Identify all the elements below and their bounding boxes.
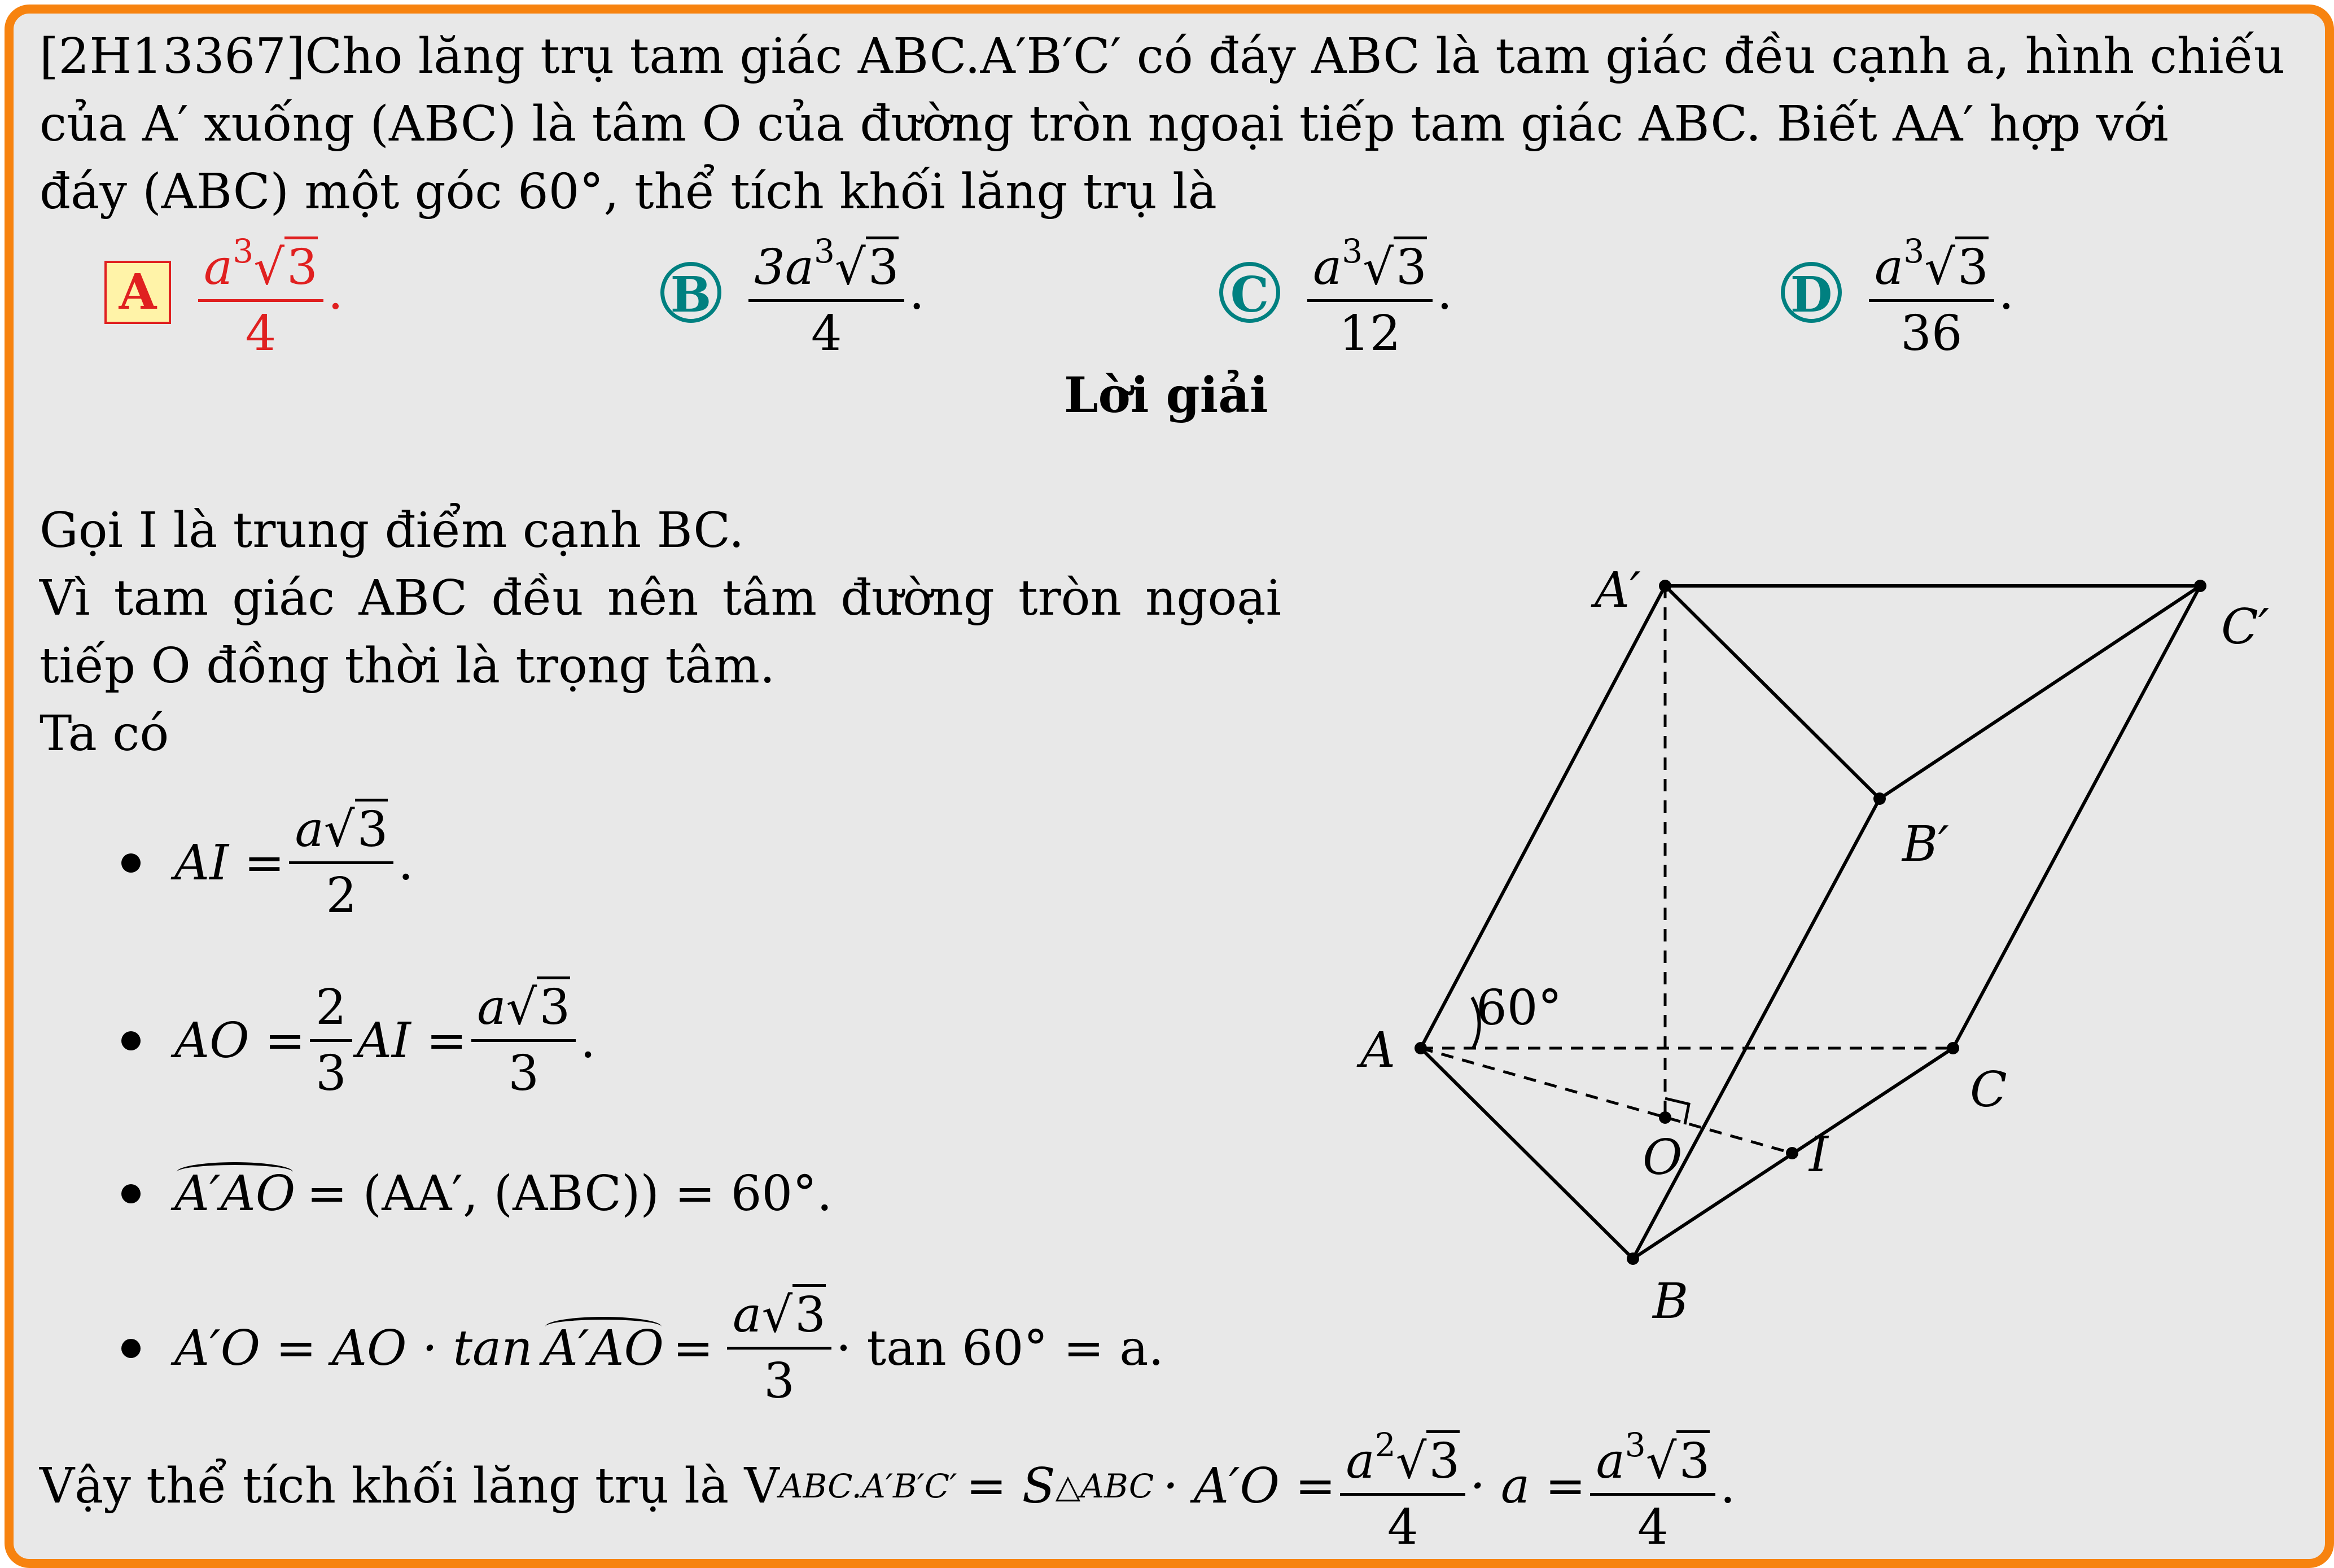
- label-angle: 60°: [1476, 980, 1562, 1036]
- choice-a[interactable]: A $\frac{a^3√3}{4}$ .: [104, 223, 343, 362]
- problem-line-3: đáy (ABC) một góc 60°, thể tích khối lăng trụ là: [40, 164, 1217, 220]
- solution-p2b: tiếp O đồng thời là trọng tâm.: [40, 638, 776, 694]
- bullet-ao: AO = $\frac{2}{3}$ AI = $\frac{a√3}{3}$ .: [121, 979, 595, 1102]
- choice-a-exp: 3: [233, 232, 254, 270]
- problem-code: [2H13367]: [40, 28, 305, 85]
- choice-b-rad: 3: [866, 236, 899, 296]
- b3-angle: A′AO: [174, 1166, 296, 1222]
- bullet-dot: [121, 1339, 141, 1358]
- choice-d-num: a: [1875, 239, 1904, 296]
- conclusion-sub2: △ABC: [1055, 1467, 1154, 1505]
- label-b1: B′: [1902, 816, 1949, 873]
- b2-fden: 3: [316, 1045, 347, 1102]
- bullet-dot: [121, 1031, 141, 1050]
- bullet-angle: [121, 1166, 832, 1222]
- choice-b-den: 4: [811, 305, 842, 362]
- choice-c-den: 12: [1339, 305, 1401, 362]
- choice-c-exp: 3: [1342, 232, 1363, 270]
- label-a1: A′: [1595, 562, 1641, 619]
- choice-c-label: C: [1219, 262, 1280, 323]
- conclusion-f2-den: 4: [1637, 1499, 1669, 1556]
- choice-a-label: A: [104, 261, 171, 324]
- label-c1: C′: [2221, 599, 2270, 655]
- b2-num: a: [477, 979, 506, 1036]
- choice-c-num: a: [1313, 239, 1342, 296]
- conclusion-f1-exp: 2: [1374, 1426, 1396, 1464]
- choice-b-label: B: [660, 262, 721, 323]
- label-a: A: [1360, 1022, 1396, 1079]
- label-c: C: [1970, 1062, 2007, 1118]
- b4-angle: A′AO: [542, 1320, 664, 1377]
- b4-lhs: A′O = AO · tan: [174, 1320, 533, 1377]
- bullet-dot: [121, 1184, 141, 1203]
- label-i: I: [1809, 1127, 1828, 1183]
- b2-fnum: 2: [310, 979, 352, 1042]
- solution-p1: Gọi I là trung điểm cạnh BC.: [40, 502, 745, 559]
- bullet-dot: [121, 853, 141, 873]
- conclusion-mid2: · A′O =: [1163, 1458, 1336, 1514]
- choice-a-rad: 3: [284, 236, 318, 296]
- choice-b-exp: 3: [814, 232, 835, 270]
- b1-lhs: AI =: [174, 834, 285, 891]
- b4-tail: · tan 60° = a.: [835, 1320, 1164, 1377]
- b1-num: a: [295, 801, 324, 858]
- problem-text-1: Cho lăng trụ tam giác ABC.A′B′C′ có đáy ABC là tam giác đều cạnh a, hình chiếu: [305, 28, 2285, 85]
- choice-c[interactable]: C $\frac{a^3√3}{12}$ .: [1219, 223, 1452, 362]
- b4-eq: =: [672, 1320, 714, 1377]
- b1-rad: 3: [355, 799, 388, 858]
- b2-mid: AI =: [356, 1012, 467, 1069]
- choice-d-exp: 3: [1903, 232, 1925, 270]
- conclusion-lead: Vậy thể tích khối lăng trụ là V: [40, 1458, 780, 1514]
- label-o: O: [1643, 1129, 1683, 1186]
- problem-line-2: của A′ xuống (ABC) là tâm O của đường tròn ngoại tiếp tam giác ABC. Biết AA′ hợp với: [40, 96, 2169, 152]
- conclusion-sub: ABC.A′B′C′: [779, 1467, 957, 1505]
- conclusion: Vậy thể tích khối lăng trụ là V ABC.A′B′C′ = S △ABC · A′O = $\frac{a^2√3}{4}$ · a = $\frac{a^3√3}{4}$ .: [40, 1417, 1736, 1556]
- b4-den: 3: [764, 1353, 795, 1409]
- conclusion-f2-num: a: [1596, 1433, 1625, 1490]
- solution-p2a: Vì tam giác ABC đều nên tâm đường tròn ngoại: [40, 570, 1281, 627]
- choice-b-num: 3a: [754, 239, 814, 296]
- bullet-ai: AI = $\frac{a√3}{2}$ .: [121, 801, 414, 924]
- conclusion-f2-rad: 3: [1676, 1430, 1710, 1490]
- b3-rhs: = (AA′, (ABC)) = 60°.: [306, 1166, 833, 1222]
- choice-b[interactable]: B $\frac{3a^3√3}{4}$ .: [660, 223, 925, 362]
- bullet-ao-height: A′O = AO · tan A′AO = $\frac{a√3}{3}$ · tan 60° = a.: [121, 1287, 1164, 1409]
- conclusion-f1-den: 4: [1387, 1499, 1418, 1556]
- choice-d-den: 36: [1901, 305, 1963, 362]
- b2-lhs: AO =: [174, 1012, 306, 1069]
- choice-a-num: a: [204, 239, 233, 296]
- conclusion-mid3: · a =: [1470, 1458, 1586, 1514]
- label-b: B: [1653, 1273, 1689, 1330]
- conclusion-f1-rad: 3: [1426, 1430, 1460, 1490]
- choice-a-den: 4: [245, 305, 277, 362]
- problem-line-1: [40, 23, 2285, 91]
- choice-d-rad: 3: [1955, 236, 1989, 296]
- conclusion-f1-num: a: [1346, 1433, 1375, 1490]
- conclusion-f2-exp: 3: [1624, 1426, 1646, 1464]
- b2-rad: 3: [537, 976, 570, 1036]
- b4-num: a: [733, 1287, 762, 1343]
- b2-den: 3: [508, 1045, 539, 1102]
- choice-d[interactable]: D $\frac{a^3√3}{36}$ .: [1781, 223, 2014, 362]
- conclusion-mid1: = S: [966, 1458, 1056, 1514]
- b1-den: 2: [326, 868, 357, 924]
- choice-d-label: D: [1781, 262, 1842, 323]
- b4-rad: 3: [792, 1284, 826, 1343]
- solution-p3: Ta có: [40, 706, 169, 762]
- solution-heading: Lời giải: [1064, 367, 1268, 424]
- choice-c-rad: 3: [1394, 236, 1427, 296]
